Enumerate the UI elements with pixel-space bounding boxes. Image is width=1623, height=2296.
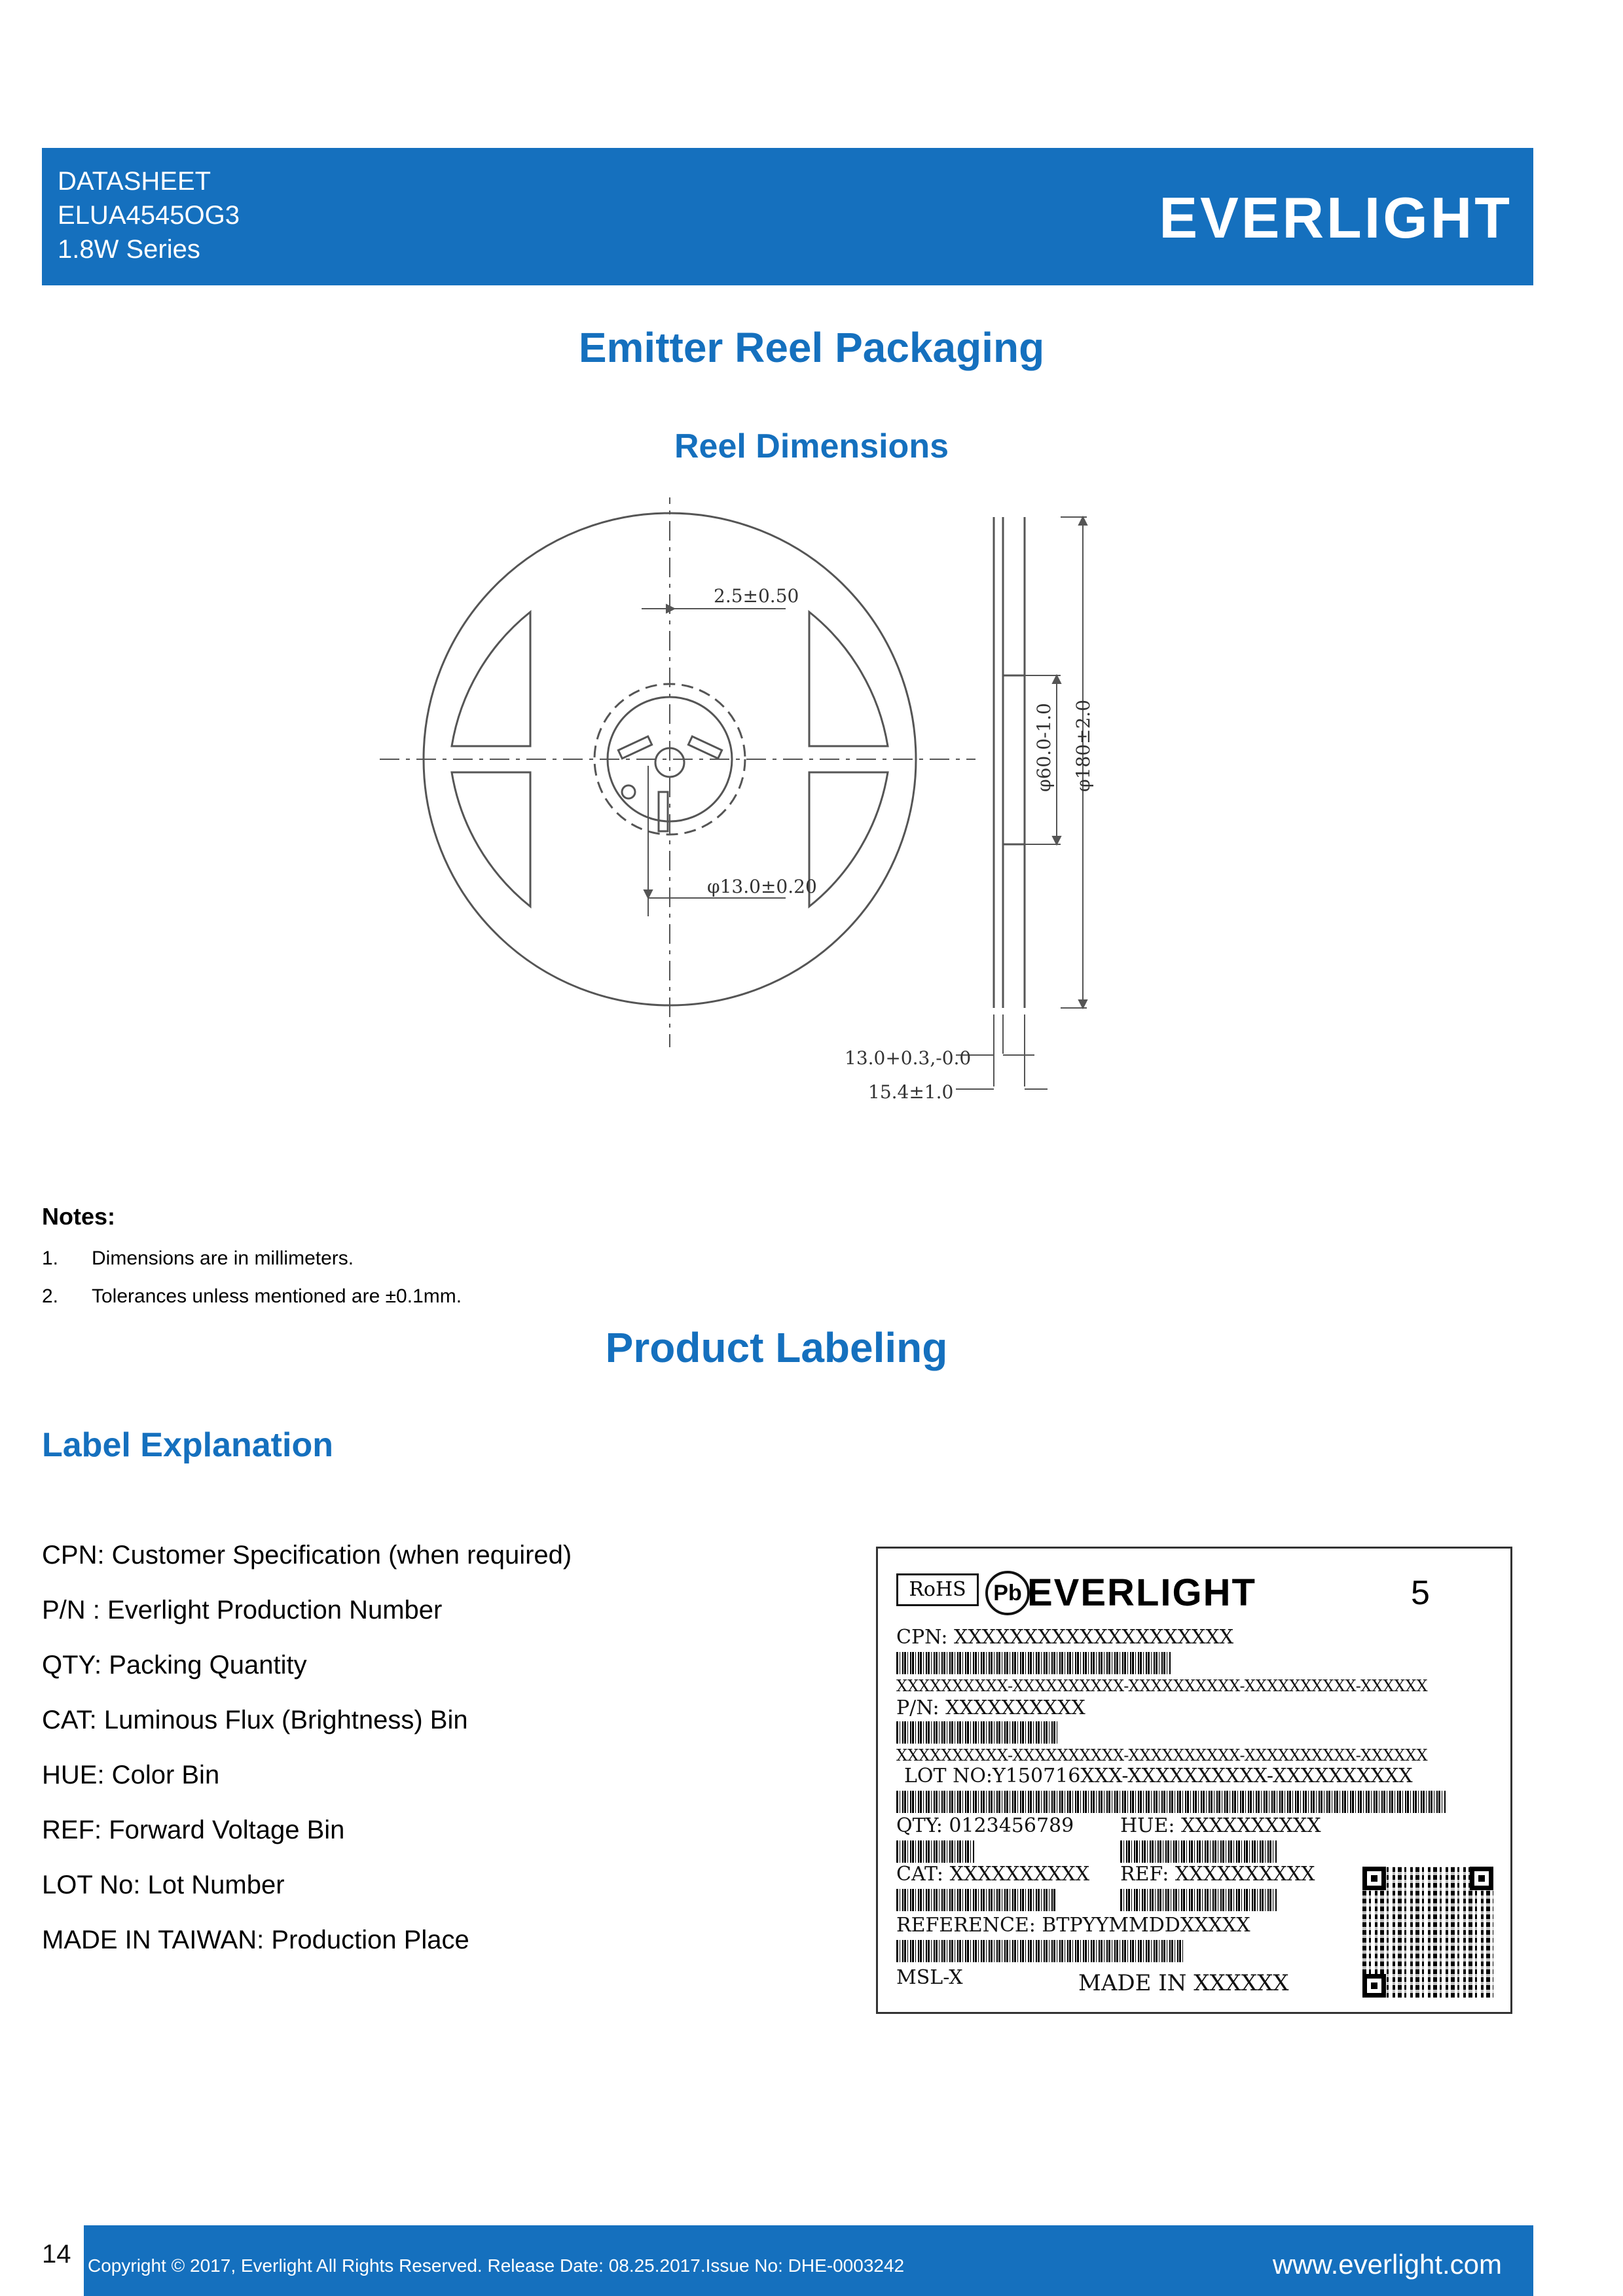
website-link[interactable]: www.everlight.com	[1272, 2249, 1502, 2280]
header-bar	[42, 148, 1533, 285]
label-lot: LOT NO:Y150716XXX-XXXXXXXXXX-XXXXXXXXXX	[904, 1765, 1413, 1787]
explanation-pn: P/N : Everlight Production Number	[42, 1596, 443, 1624]
hub-slot-bottom	[659, 792, 668, 831]
barcode-icon	[896, 1940, 1184, 1962]
label-qty: QTY: 0123456789	[896, 1814, 1074, 1837]
section-subtitle-reel-dimensions: Reel Dimensions	[674, 427, 949, 465]
everlight-logo: EVERLIGHT	[1159, 185, 1512, 250]
barcode-icon	[896, 1889, 1056, 1911]
explanation-qty: QTY: Packing Quantity	[42, 1651, 307, 1679]
dim-outer-diameter: φ180±2.0	[1072, 699, 1094, 792]
note-number: 1.	[42, 1247, 59, 1269]
qr-code-icon	[1362, 1867, 1493, 1998]
section-title-reel: Emitter Reel Packaging	[578, 324, 1045, 371]
label-cat: CAT: XXXXXXXXXX	[896, 1863, 1090, 1886]
dim-reel-width-2: 15.4±1.0	[868, 1081, 954, 1100]
label-pn-code: XXXXXXXXXX-XXXXXXXXXX-XXXXXXXXXX-XXXXXXXXXX-XXXXXX	[896, 1746, 1428, 1765]
pb-free-icon: Pb	[985, 1571, 1030, 1615]
explanation-hue: HUE: Color Bin	[42, 1761, 220, 1789]
barcode-icon	[1120, 1889, 1277, 1911]
reel-window-top-left	[452, 612, 530, 746]
barcode-icon	[896, 1652, 1171, 1674]
reel-window-bottom-left	[452, 772, 530, 906]
note-number: 2.	[42, 1285, 59, 1307]
dim-hub-diameter: φ13.0±0.20	[707, 876, 817, 897]
page-number-box	[42, 2225, 84, 2296]
dim-reel-width-1: 13.0+0.3,-0.0	[845, 1047, 972, 1069]
note-item	[42, 1285, 462, 1308]
label-pn: P/N: XXXXXXXXXX	[896, 1696, 1085, 1719]
barcode-icon	[1120, 1840, 1277, 1863]
copyright-text: Copyright © 2017, Everlight All Rights Reserved. Release Date: 08.25.2017.Issue No: DHE-0003242	[88, 2255, 905, 2276]
reel-window-top-right	[809, 612, 888, 746]
barcode-icon	[896, 1840, 975, 1863]
explanation-cpn: CPN: Customer Specification (when required)	[42, 1541, 572, 1570]
explanation-lot: LOT No: Lot Number	[42, 1871, 285, 1899]
sample-product-label	[876, 1547, 1512, 2014]
hub-slot-right	[688, 736, 721, 759]
label-msl: MSL-X	[896, 1966, 963, 1989]
hub-hole	[622, 785, 635, 798]
explanation-cat: CAT: Luminous Flux (Brightness) Bin	[42, 1706, 468, 1734]
reel-dimension-drawing	[367, 497, 1152, 1100]
label-logo: EVERLIGHT	[1027, 1571, 1256, 1614]
label-reference: REFERENCE: BTPYYMMDDXXXXX	[896, 1914, 1250, 1937]
doc-type: DATASHEET	[58, 167, 211, 196]
section-subtitle-label-explanation: Label Explanation	[42, 1426, 333, 1464]
label-hue: HUE: XXXXXXXXXX	[1120, 1814, 1321, 1837]
barcode-icon	[896, 1791, 1446, 1813]
notes-title: Notes:	[42, 1203, 116, 1230]
label-cpn: CPN: XXXXXXXXXXXXXXXXXXXX	[896, 1626, 1234, 1649]
label-number: 5	[1411, 1574, 1430, 1612]
barcode-icon	[896, 1721, 1057, 1744]
dim-slot-width: 2.5±0.50	[714, 585, 799, 607]
part-number: ELUA4545OG3	[58, 201, 240, 230]
explanation-ref: REF: Forward Voltage Bin	[42, 1816, 345, 1844]
series-name: 1.8W Series	[58, 235, 200, 264]
label-made-in: MADE IN XXXXXX	[1078, 1970, 1289, 1996]
page-number: 14	[42, 2240, 71, 2269]
explanation-made-in: MADE IN TAIWAN: Production Place	[42, 1926, 469, 1954]
note-text: Tolerances unless mentioned are ±0.1mm.	[92, 1285, 462, 1307]
note-text: Dimensions are in millimeters.	[92, 1247, 354, 1269]
dim-inner-diameter: φ60.0-1.0	[1033, 703, 1055, 792]
footer-bar	[42, 2225, 1533, 2296]
label-ref: REF: XXXXXXXXXX	[1120, 1863, 1315, 1886]
hub-slot-left	[618, 736, 651, 759]
label-cpn-code: XXXXXXXXXX-XXXXXXXXXX-XXXXXXXXXX-XXXXXXXXXX-XXXXXX	[896, 1677, 1428, 1695]
reel-window-bottom-right	[809, 772, 888, 906]
section-title-product-labeling: Product Labeling	[605, 1324, 948, 1371]
note-item	[42, 1247, 354, 1270]
rohs-mark: RoHS	[896, 1573, 979, 1606]
